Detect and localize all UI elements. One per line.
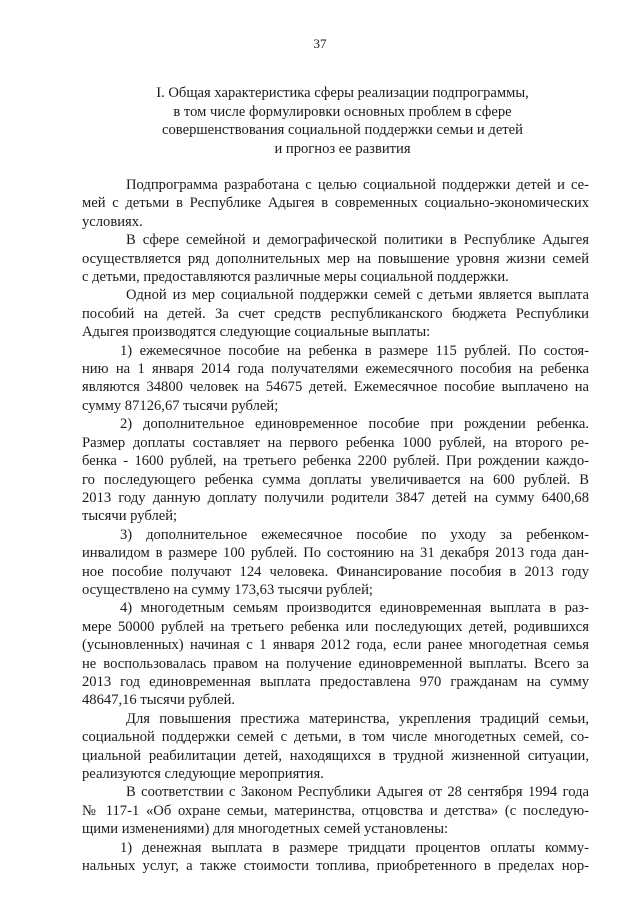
list-item-paragraph (82, 415, 589, 525)
paragraph (82, 286, 589, 341)
text-line: 1) денежная выплата в размере тридцати процентов оплаты комму- (120, 839, 589, 856)
text-line: мере 50000 рублей на третьего ребенка или последующих детей, родившихся (82, 618, 589, 635)
text-line: социальной поддержки семей с детьми, в том числе многодетных семей, со- (82, 729, 589, 746)
text-line: 2013 год единовременная выплата предоставлена 970 гражданам на сумму (82, 673, 589, 690)
paragraph (82, 176, 589, 231)
text-line: № 117-1 «Об охране семьи, материнства, отцовства и детства» (с последую- (82, 802, 589, 819)
text-line: инвалидом в размере 100 рублей. По состоянию на 31 декабря 2013 года дан- (82, 545, 589, 562)
text-line: реализуются следующие мероприятия. (82, 766, 324, 782)
text-line: 2013 году данную доплату получили родители 3847 детей на сумму 6400,68 (82, 489, 589, 506)
section-title-line: в том числе формулировки основных проблем в сфере (173, 103, 512, 120)
paragraph (82, 710, 589, 784)
text-line: Для повышения престижа материнства, укрепления традиций семьи, (126, 710, 589, 727)
list-item-paragraph (82, 839, 589, 876)
text-line: бенка - 1600 рублей, на третьего ребенка 2200 рублей. При рождении каждо- (82, 453, 589, 470)
section-title-line: и прогноз ее развития (274, 140, 411, 157)
paragraph (82, 783, 589, 838)
text-line: го последующего ребенка сумма доплаты увеличивается на 600 рублей. В (82, 471, 589, 488)
text-line: осуществлено на сумму 173,63 тысячи рублей; (82, 581, 373, 598)
section-title-line: I. Общая характеристика сферы реализации подпрограммы, (156, 85, 529, 101)
text-line: условиях. (82, 213, 143, 230)
text-line: с детьми, предоставляются различные меры социальной поддержки. (82, 269, 509, 286)
text-line: В сфере семейной и демографической политики в Республике Адыгея (126, 232, 589, 249)
section-title (100, 84, 585, 158)
text-line: осуществляется ряд дополнительных мер на повышение уровня жизни семей (82, 250, 589, 267)
text-line: 2) дополнительное единовременное пособие при рождении ребенка. (120, 416, 589, 433)
list-item-paragraph (82, 342, 589, 416)
body-text (82, 176, 589, 875)
text-line: циальной реабилитации детей, находящихся в трудной жизненной ситуации, (82, 747, 589, 764)
text-line: являются 34800 человек на 54675 детей. Ежемесячное пособие выплачено на (82, 379, 589, 396)
text-line: Одной из мер социальной поддержки семей с детьми является выплата (126, 287, 589, 304)
text-line: тысячи рублей; (82, 508, 178, 525)
text-line: 4) многодетным семьям производится единовременная выплата в раз- (120, 600, 589, 617)
text-line: В соответствии с Законом Республики Адыгея от 28 сентября 1994 года (126, 784, 589, 801)
text-line: не воспользовалась правом на получение единовременной выплаты. Всего за (82, 655, 589, 672)
paragraph (82, 231, 589, 286)
text-line: сумму 87126,67 тысячи рублей; (82, 397, 279, 414)
page-number: 37 (313, 36, 327, 51)
text-line: щими изменениями) для многодетных семей установлены: (82, 821, 449, 838)
text-line: Адыгея производятся следующие социальные выплаты: (82, 324, 431, 341)
text-line: (усыновленных) начиная с 1 января 2012 года, если ранее многодетная семья (82, 637, 589, 654)
text-line: ное пособие получают 124 человека. Финансирование пособия в 2013 году (82, 563, 589, 580)
text-line: 1) ежемесячное пособие на ребенка в размере 115 рублей. По состоя- (120, 342, 589, 359)
text-line: нальных услуг, а также стоимости топлива, приобретенного в пределах нор- (82, 858, 589, 875)
text-line: нию на 1 января 2014 года получателями ежемесячного пособия на ребенка (82, 361, 589, 378)
text-line: пособий на детей. За счет средств республиканского бюджета Республики (82, 305, 589, 322)
list-item-paragraph (82, 526, 589, 600)
text-line: Подпрограмма разработана с целью социальной поддержки детей и се- (126, 177, 589, 193)
text-line: 3) дополнительное ежемесячное пособие по уходу за ребенком- (120, 526, 589, 543)
text-line: 48647,16 тысячи рублей. (82, 692, 236, 709)
text-line: Размер доплаты составляет на первого ребенка 1000 рублей, на второго ре- (82, 434, 589, 451)
section-title-line: совершенствования социальной поддержки семьи и детей (162, 122, 523, 139)
list-item-paragraph (82, 599, 589, 709)
text-line: мей с детьми в Республике Адыгея в современных социально-экономических (82, 195, 589, 212)
